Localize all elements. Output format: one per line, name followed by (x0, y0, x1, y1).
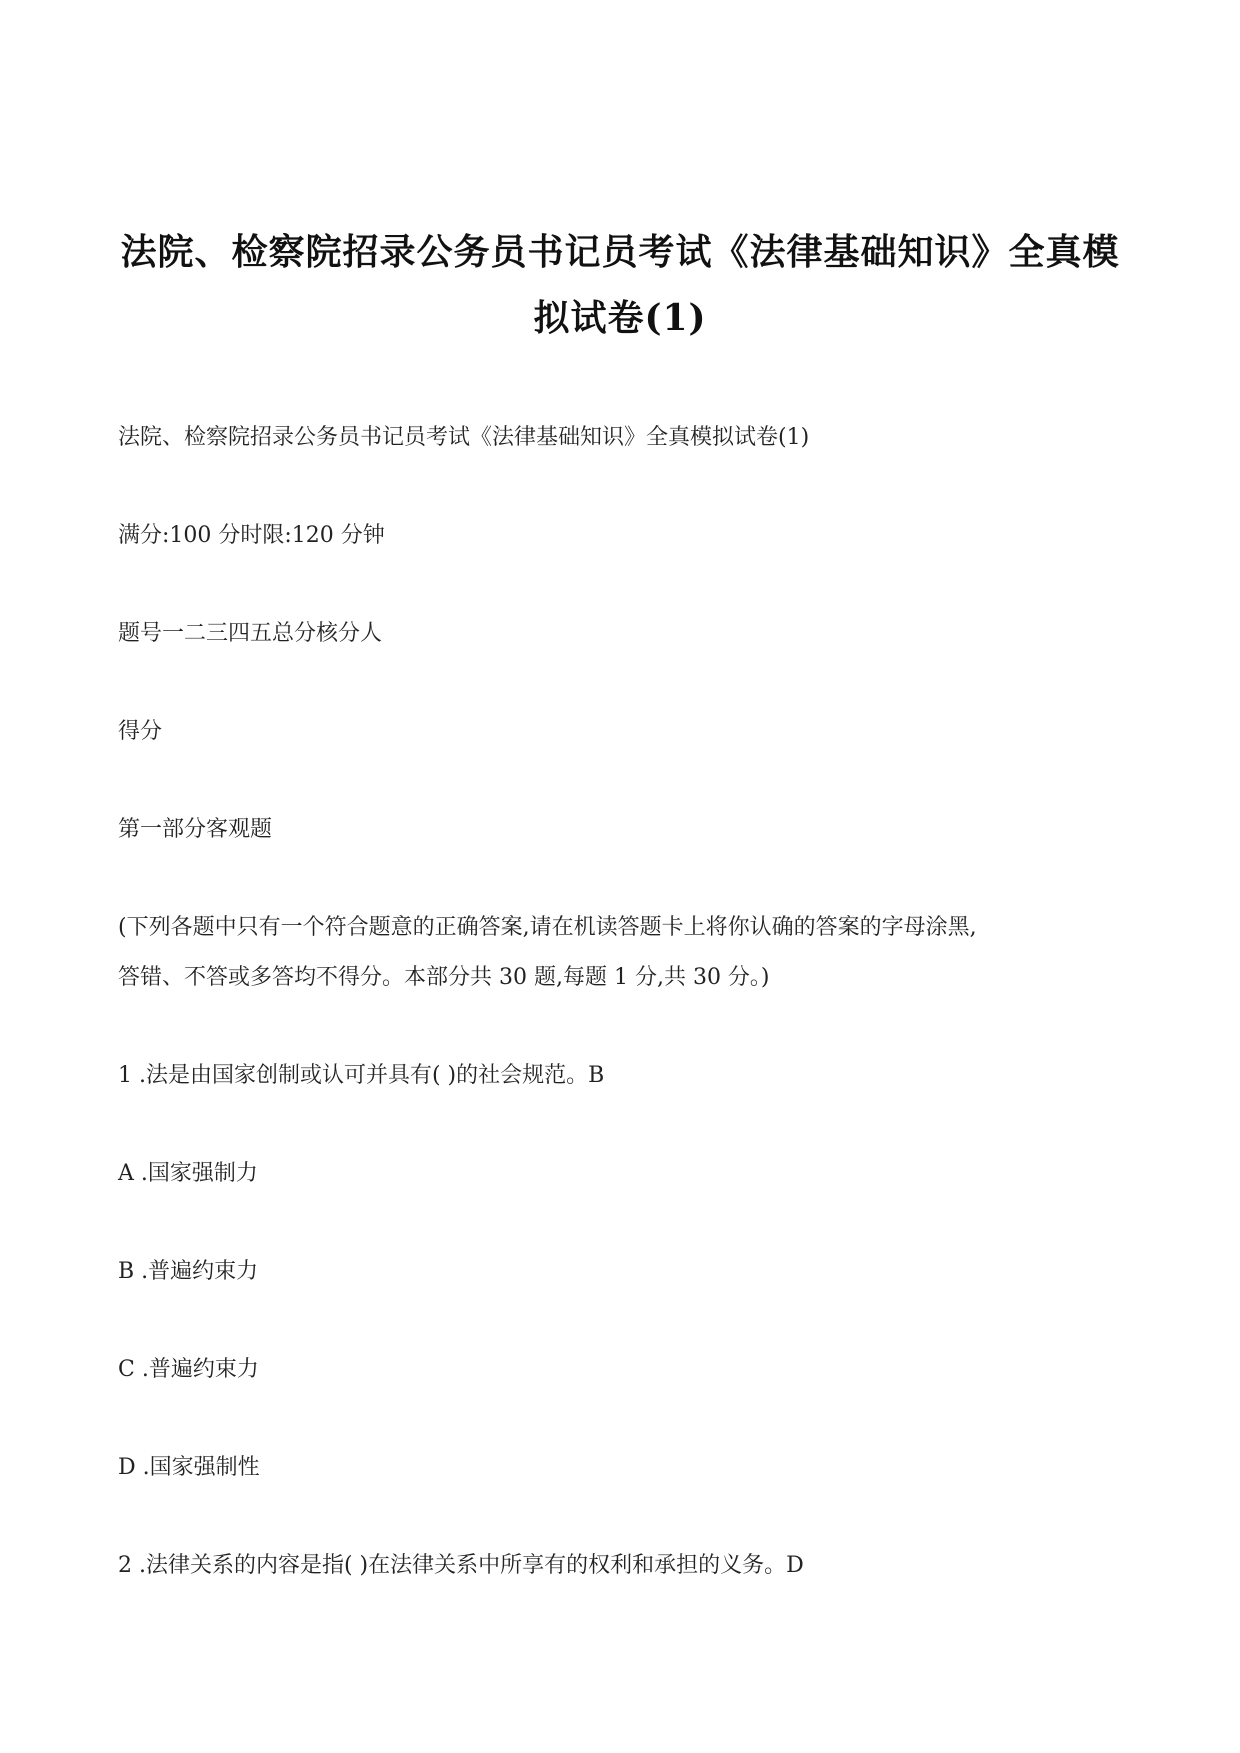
score-time-info: 满分:100 分时限:120 分钟 (118, 523, 385, 548)
question-1-stem: 1 .法是由国家创制或认可并具有( )的社会规范。B (118, 1063, 605, 1088)
document-subtitle: 法院、检察院招录公务员书记员考试《法律基础知识》全真模拟试卷(1) (118, 425, 810, 450)
instructions-line2: 答错、不答或多答均不得分。本部分共 30 题,每题 1 分,共 30 分。) (118, 965, 770, 990)
question-2-stem: 2 .法律关系的内容是指( )在法律关系中所享有的权利和承担的义务。D (118, 1553, 804, 1578)
instructions-line1: (下列各题中只有一个符合题意的正确答案,请在机读答题卡上将你认确的答案的字母涂黑, (118, 915, 977, 940)
document-title-line2: 拟试卷(1) (533, 297, 707, 339)
question-1-option-c: C .普遍约束力 (118, 1357, 259, 1382)
section-title: 第一部分客观题 (118, 817, 273, 842)
question-1-option-b: B .普遍约束力 (118, 1259, 259, 1284)
question-1-option-a: A .国家强制力 (118, 1161, 258, 1186)
score-table-row: 得分 (118, 719, 163, 744)
score-table-header: 题号一二三四五总分核分人 (118, 621, 383, 646)
question-1-option-d: D .国家强制性 (118, 1455, 260, 1480)
document-title-line1: 法院、检察院招录公务员书记员考试《法律基础知识》全真模 (120, 231, 1120, 273)
